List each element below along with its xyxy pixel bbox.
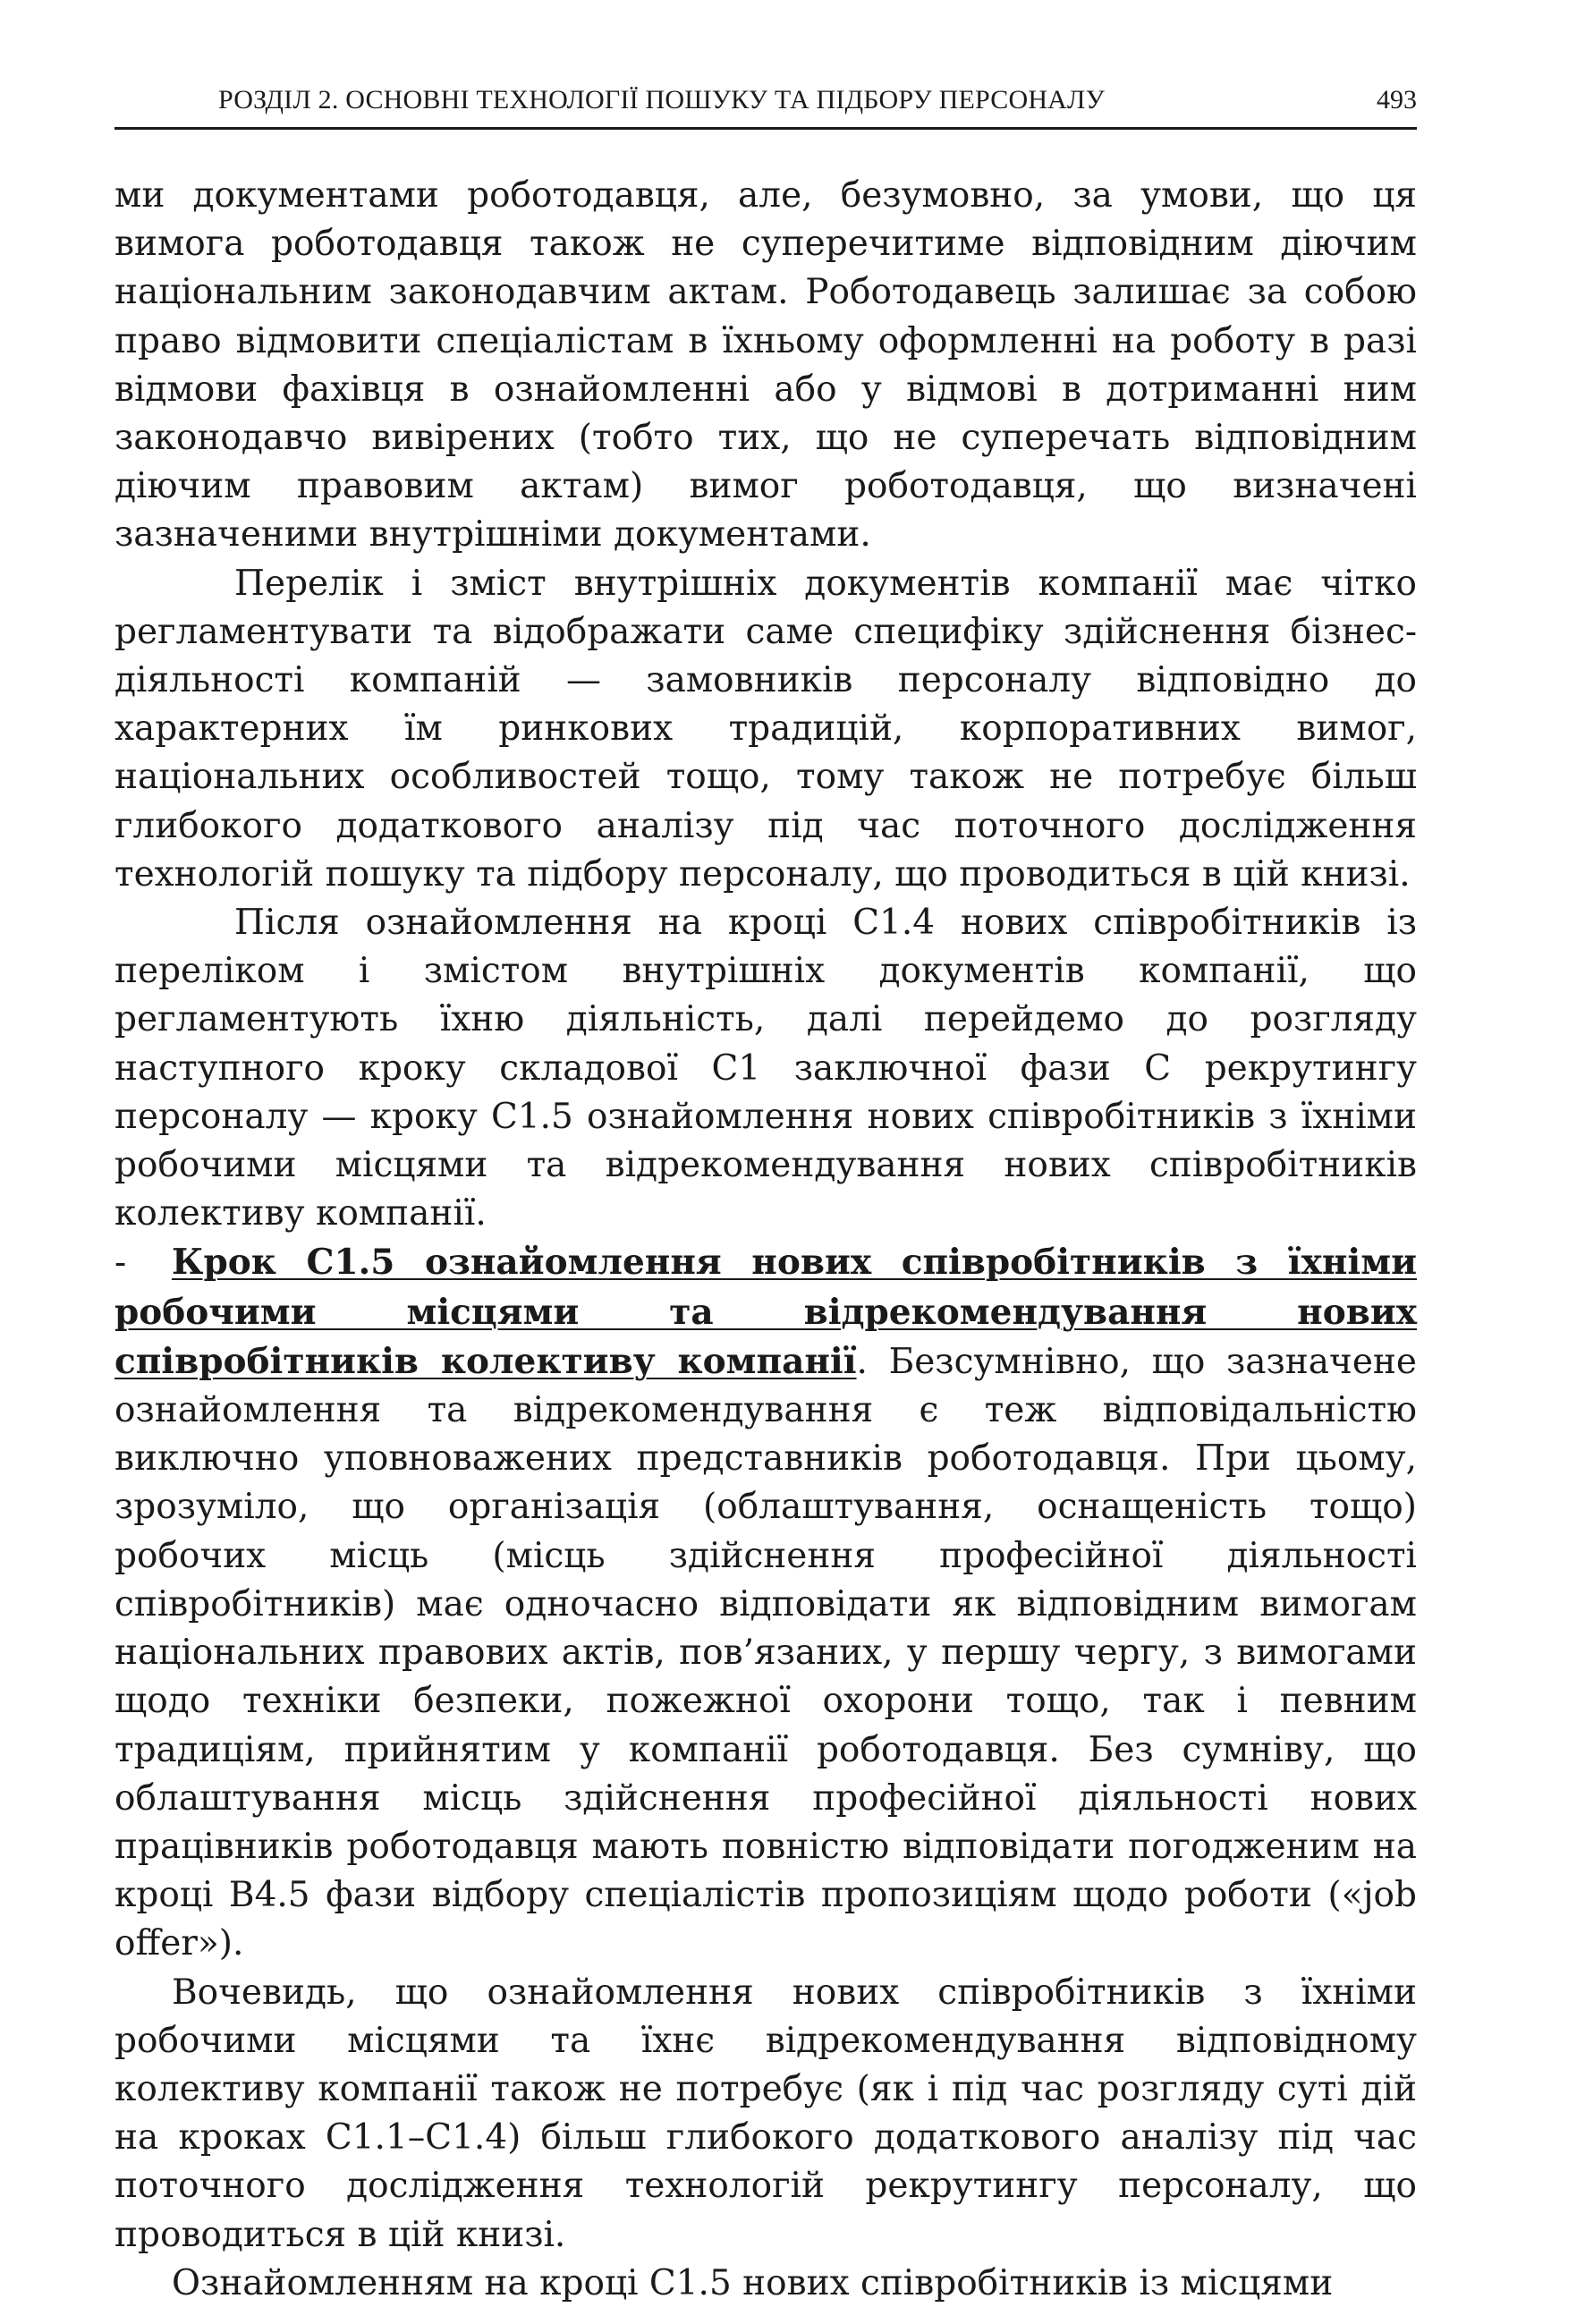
paragraph-6: Ознайомленням на кроці С1.5 нових співробітників із місцями xyxy=(172,2262,1334,2303)
step-heading: Крок С1.5 ознайомлення нових співробітників з їхніми робочими місцями та відрекомендування нових співробітників колективу компанії xyxy=(114,1242,1417,1382)
running-header xyxy=(114,84,1417,130)
paragraph-1: ми документами роботодавця, але, безумовно, за умови, що ця вимога роботодавця також не суперечитиме відповідним діючим національним законодавчим актам. Роботодавець залишає за собою право відмовити спеціалістам в їхньому оформленні на роботу в разі відмови фахівця в ознайомленні або у відмові в дотриманні ним законодавчо вивірених (тобто тих, що не суперечать відповідним діючим правовим актам) вимог роботодавця, що визначені зазначеними внутрішніми документами. xyxy=(114,175,1417,556)
paragraph-5: Вочевидь, що ознайомлення нових співробітників з їхніми робочими місцями та їхнє відрекомендування відповідному колективу компанії також не потребує (як і під час розгляду суті дій на кроках С1.1–С1.4) більш глибокого додаткового аналізу під час поточного дослідження технологій рекрутингу персоналу, що проводиться в цій книзі. xyxy=(114,1972,1417,2255)
paragraph-4-body: . Безсумнівно, що зазначене ознайомлення та відрекомендування є теж відповідальністю виключно уповноважених представників роботодавця. При цьому, зрозуміло, що організація (облаштування, оснащеність тощо) робочих місць (місць здійснення професійної діяльності співробітників) має одночасно відповідати як відповідним вимогам національних правових актів, пов’язаних, у першу чергу, з вимогами щодо техніки безпеки, пожежної охорони тощо, так і певним традиціям, прийнятим у компанії роботодавця. Без сумніву, що облаштування місць здійснення професійної діяльності нових працівників роботодавця мають повністю відповідати погодженим на кроці В4.5 фази відбору спеціалістів пропозиціям щодо роботи («job offer»). xyxy=(114,1341,1417,1964)
paragraph-2: Перелік і зміст внутрішніх документів компанії має чітко регламентувати та відображати саме специфіку здійснення бізнес-діяльності компаній — замовників персоналу відповідно до характерних їм ринкових традицій, корпоративних вимог, національних особливостей тощо, тому також не потребує більш глибокого додаткового аналізу під час поточного дослідження технологій пошуку та підбору персоналу, що проводиться в цій книзі. xyxy=(114,563,1417,895)
page-body xyxy=(114,172,1417,2308)
chapter-title: РОЗДІЛ 2. ОСНОВНІ ТЕХНОЛОГІЇ ПОШУКУ ТА ПІДБОРУ ПЕРСОНАЛУ xyxy=(218,85,1106,115)
page-number: 493 xyxy=(1377,85,1417,115)
paragraph-3: Після ознайомлення на кроці С1.4 нових співробітників із переліком і змістом внутрішніх документів компанії, що регламентують їхню діяльність, далі перейдемо до розгляду наступного кроку складової С1 заключної фази С рекрутингу персоналу — кроку С1.5 ознайомлення нових співробітників з їхніми робочими місцями та відрекомендування нових співробітників колективу компанії. xyxy=(114,903,1417,1234)
book-page xyxy=(114,0,1417,2324)
list-marker: - xyxy=(114,1243,127,1284)
paragraph-4 xyxy=(114,1238,1417,1968)
